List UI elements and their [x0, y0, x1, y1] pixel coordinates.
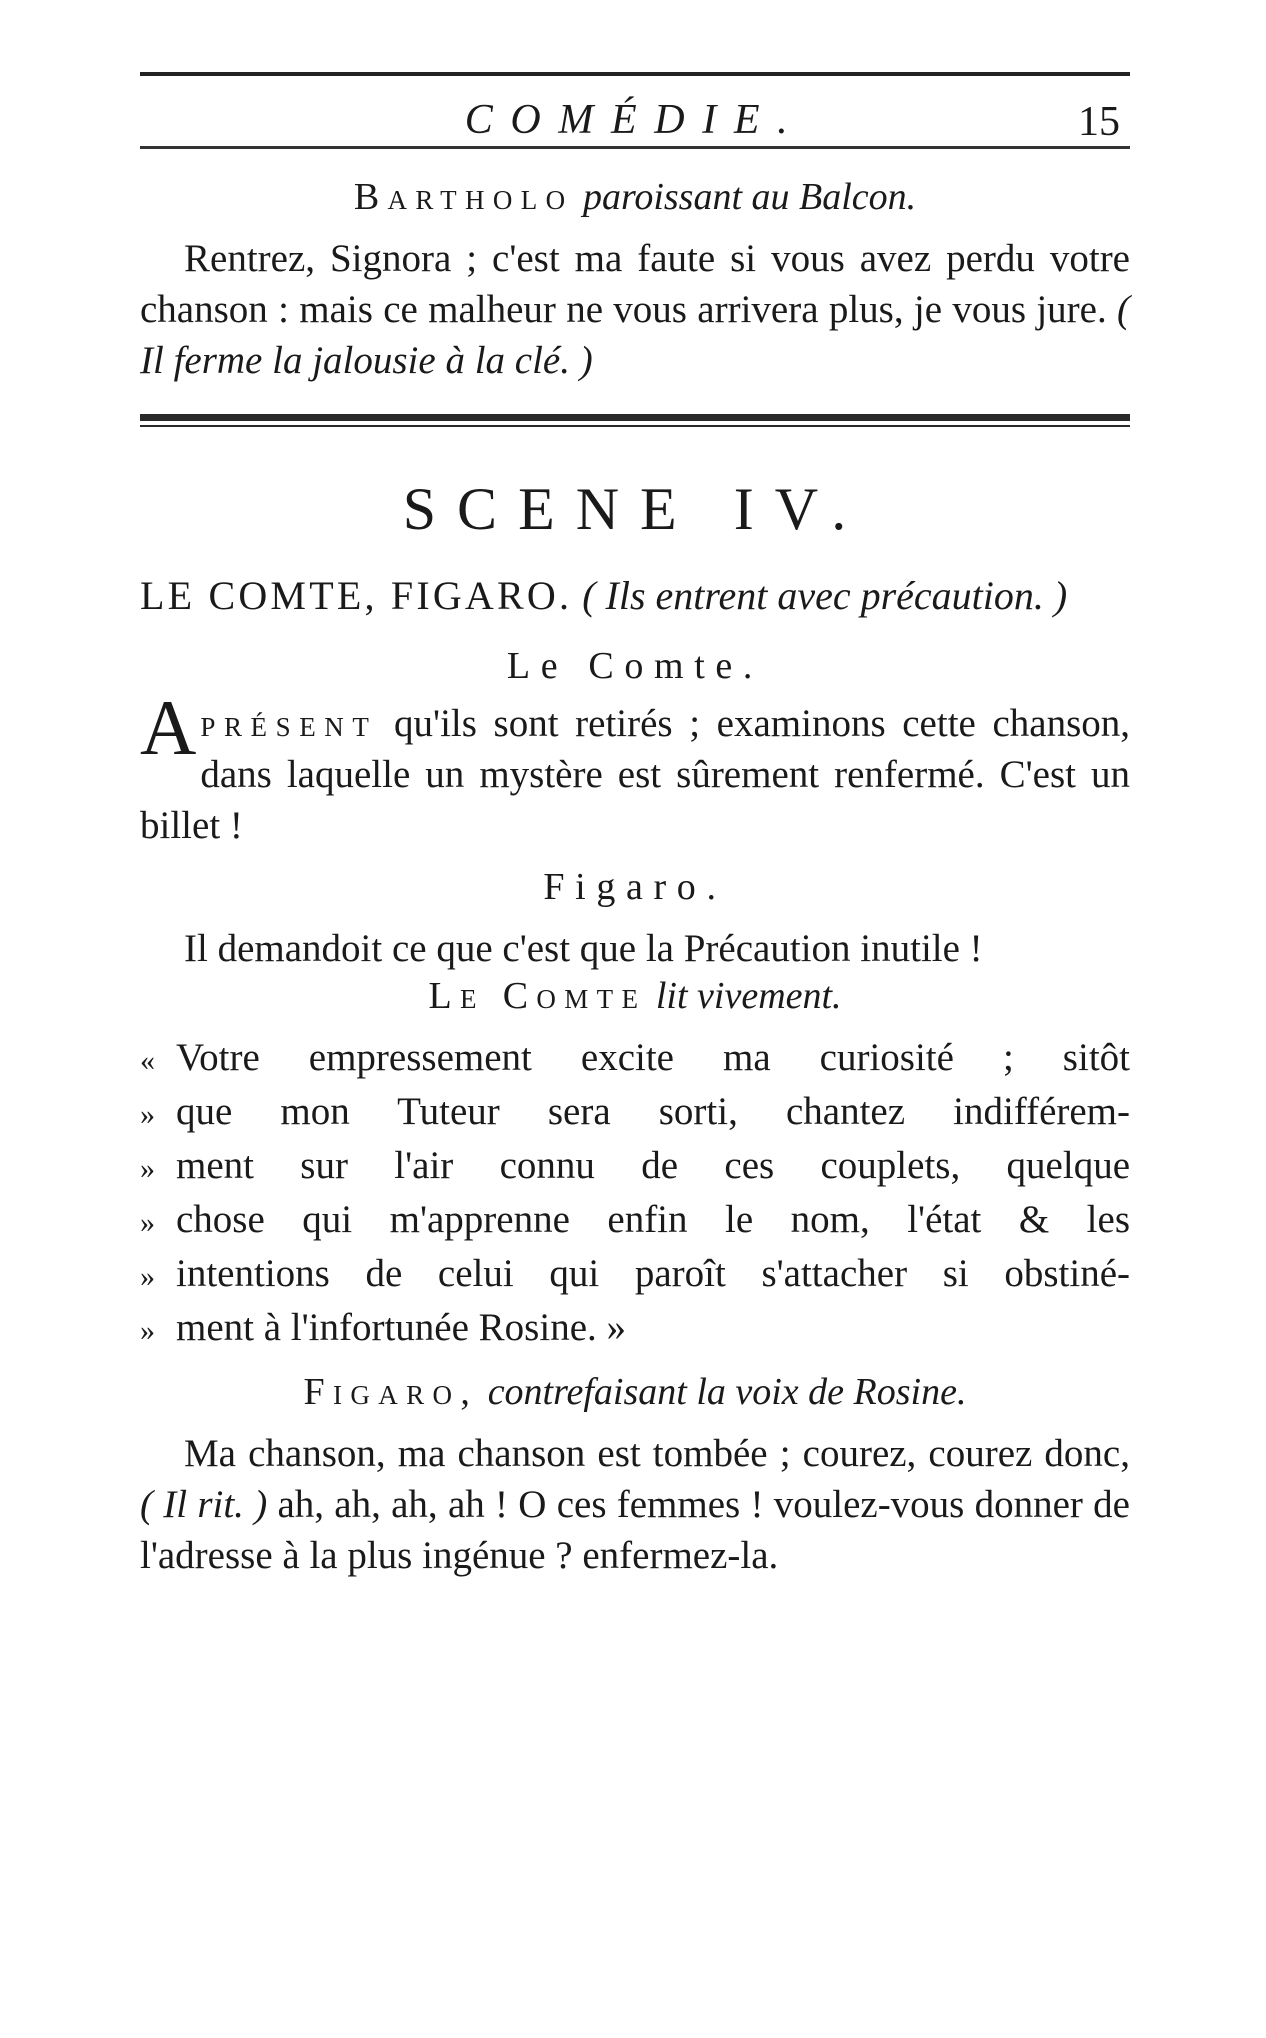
lead-word: présent [200, 702, 378, 745]
letter-line: » ment à l'infortunée Rosine. » [140, 1306, 627, 1349]
letter-text [140, 1032, 1130, 1356]
speech-text: Rentrez, Signora ; c'est ma faute si vous avez perdu votre chanson : mais ce malheur ne vous arrivera plus, je vous jure. [140, 237, 1130, 331]
scene-title: SCENE IV. [402, 476, 868, 542]
scene-divider [140, 414, 1130, 427]
header-rule-bottom [140, 146, 1130, 149]
running-title: COMÉDIE. [464, 97, 806, 143]
drop-cap: A [140, 684, 197, 771]
speech-comte-1 [140, 684, 1130, 851]
letter-line: » intentions de celui qui paroît s'attacher si obstiné- [140, 1252, 1130, 1295]
speaker-direction: paroissant au Balcon. [582, 176, 917, 218]
speech-figaro-1: Il demandoit ce que c'est que la Précaution inutile ! [184, 927, 983, 970]
speech-text: qu'ils sont retirés ; examinons cette chanson, dans laquelle un mystère est sûrement renfermé. C'est un billet ! [140, 702, 1130, 847]
stage-direction: ( Il rit. ) [140, 1483, 268, 1526]
scene-characters [140, 570, 1130, 622]
speaker-comte-reading [140, 974, 1130, 1018]
speaker-figaro: Figaro. [543, 866, 727, 908]
speaker-bartholo [140, 175, 1130, 219]
speech-text: ah, ah, ah, ah ! O ces femmes ! voulez-vous donner de l'adresse à la plus ingénue ? enfermez-la. [140, 1483, 1130, 1577]
letter-line: » ment sur l'air connu de ces couplets, quelque [140, 1144, 1130, 1187]
book-page [140, 60, 1130, 1581]
letter-line: « Votre empressement excite ma curiosité ; sitôt [140, 1036, 1130, 1079]
speaker-comte: Le Comte. [506, 645, 764, 687]
letter-line: » que mon Tuteur sera sorti, chantez indifférem- [140, 1090, 1130, 1133]
speaker-direction: contrefaisant la voix de Rosine. [487, 1371, 967, 1413]
speaker-direction: lit vivement. [655, 975, 842, 1017]
letter-line: » chose qui m'apprenne enfin le nom, l'état & les [140, 1198, 1130, 1241]
running-head [140, 76, 1130, 146]
speech-text: Ma chanson, ma chanson est tombée ; courez, courez donc, [184, 1432, 1130, 1475]
speaker-name: Bartholo [353, 176, 574, 218]
speaker-figaro-mimicking [140, 1370, 1130, 1414]
speaker-name: Figaro, [303, 1371, 479, 1413]
speaker-name: Le Comte [428, 975, 647, 1017]
page-number: 15 [1078, 99, 1120, 145]
stage-direction: ( Il ferme la jalousie à la clé. ) [140, 288, 1131, 382]
speech-bartholo [140, 233, 1130, 386]
character-list: LE COMTE, FIGARO. [140, 573, 573, 618]
speech-figaro-2 [140, 1428, 1130, 1581]
scene-stage-direction: ( Ils entrent avec précaution. ) [582, 573, 1068, 618]
